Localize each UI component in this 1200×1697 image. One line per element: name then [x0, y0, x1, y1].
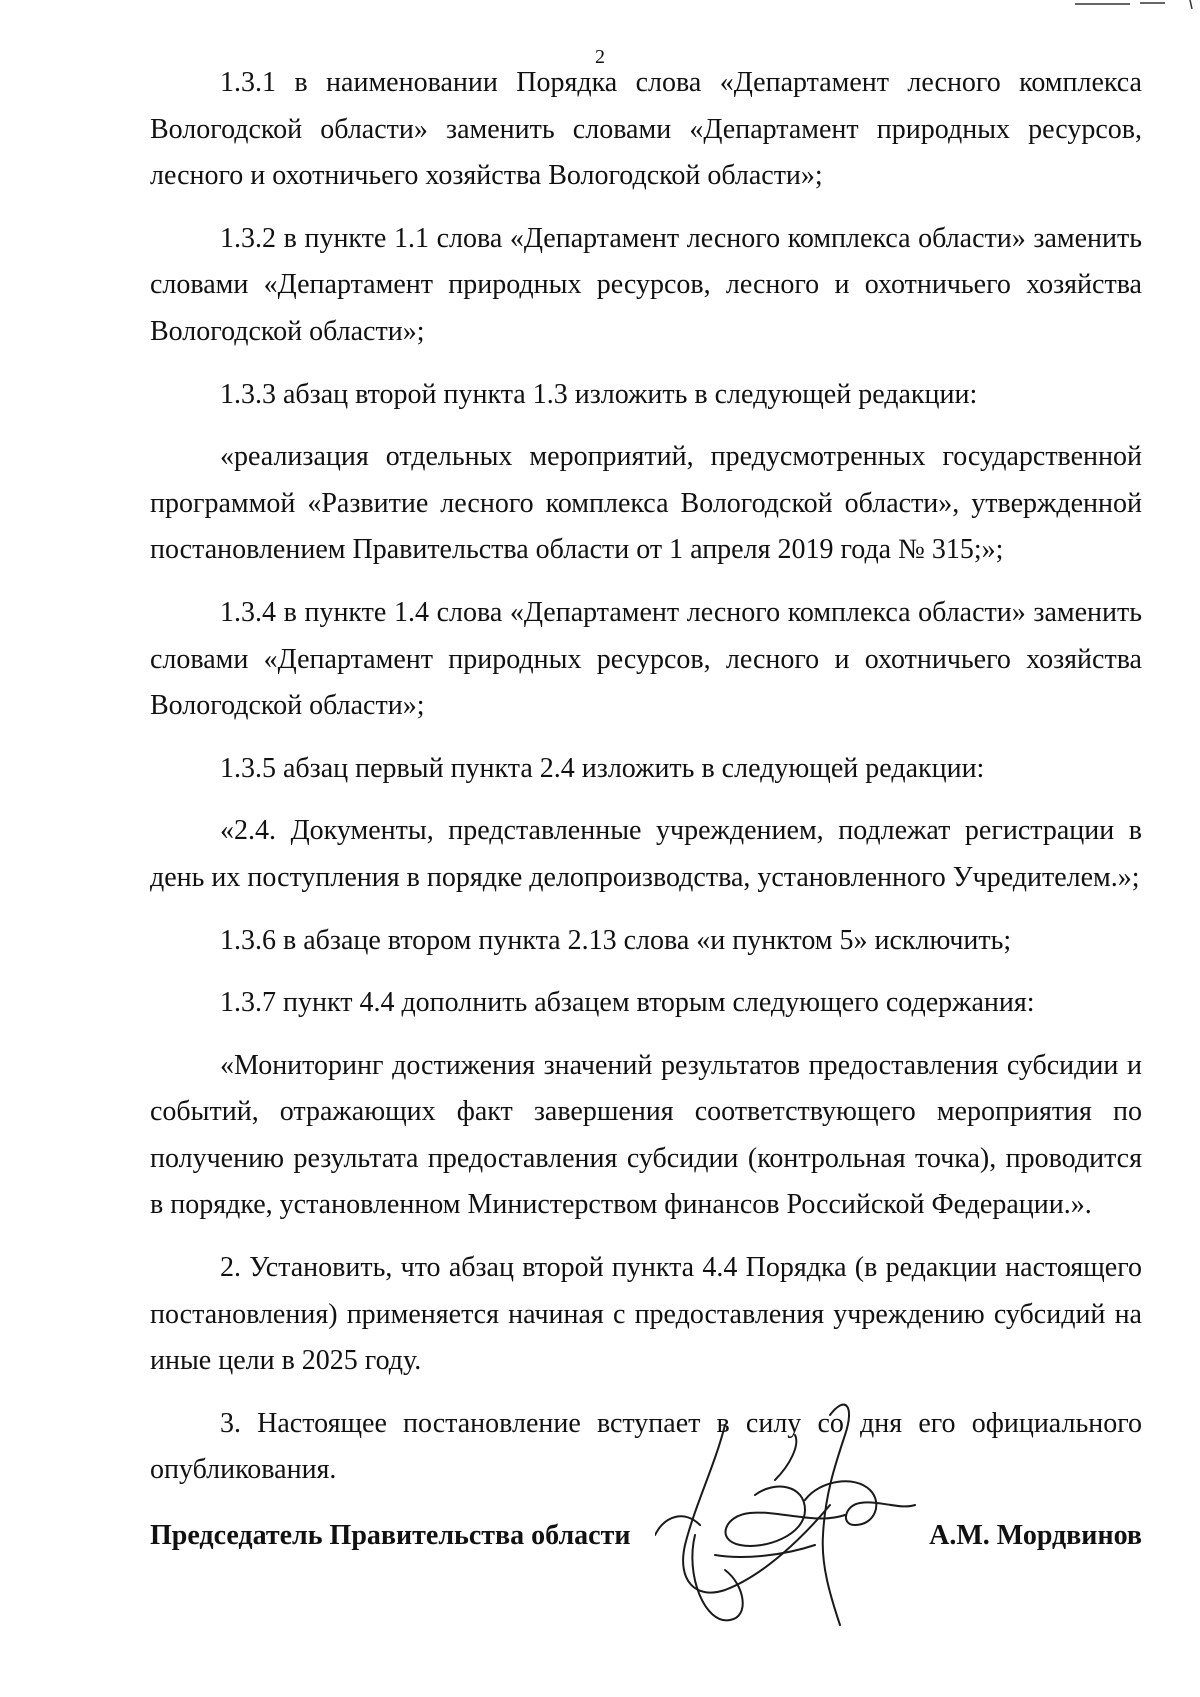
paragraph-1-3-1: 1.3.1 в наименовании Порядка слова «Департамент лесного комплекса Вологодской области» заменить словами «Департамент природных ресурсов, лесного и охотничьего хозяйства Вологодской области»; [150, 67, 1142, 192]
paragraph-1-3-6: 1.3.6 в абзаце втором пункта 2.13 слова «и пунктом 5» исключить; [220, 924, 1012, 956]
paragraph-3: 3. Настоящее постановление вступает в силу со дня его официального опубликования. [150, 1407, 1142, 1486]
signatory-position: Председатель Правительства области [150, 1520, 631, 1551]
scan-edge-mark [1070, 0, 1200, 10]
page-number: 2 [595, 46, 605, 68]
signatory-name: А.М. Мордвинов [929, 1520, 1142, 1551]
signature-block [150, 1520, 1142, 1570]
handwritten-signature [655, 1385, 925, 1635]
paragraph-1-3-7: 1.3.7 пункт 4.4 дополнить абзацем вторым следующего содержания: [220, 987, 1035, 1019]
paragraph-quote-monitoring: «Мониторинг достижения значений результатов предоставления субсидии и событий, отражающих факт завершения соответствующего мероприятия по получению результата предоставления субсидии (контрольная точка), проводится в порядке, установленном Министерством финансов Российской Федерации.». [150, 1049, 1142, 1221]
paragraph-2: 2. Установить, что абзац второй пункта 4.4 Порядка (в редакции настоящего постановления) применяется начиная с предоставления учреждению субсидий на иные цели в 2025 году. [150, 1252, 1142, 1377]
paragraph-1-3-4: 1.3.4 в пункте 1.4 слова «Департамент лесного комплекса области» заменить словами «Департамент природных ресурсов, лесного и охотничьего хозяйства Вологодской области»; [150, 596, 1142, 722]
paragraph-quote-1-3: «реализация отдельных мероприятий, предусмотренных государственной программой «Развитие лесного комплекса Вологодской области», утвержденной постановлением Правительства области от 1 апреля 2019 года № 315;»; [150, 441, 1142, 566]
paragraph-1-3-3: 1.3.3 абзац второй пункта 1.3 изложить в следующей редакции: [220, 378, 978, 410]
paragraph-quote-2-4: «2.4. Документы, представленные учреждением, подлежат регистрации в день их поступления в порядке делопроизводства, установленного Учредителем.»; [150, 815, 1142, 893]
document-body [150, 60, 1142, 1494]
paragraph-1-3-2: 1.3.2 в пункте 1.1 слова «Департамент лесного комплекса области» заменить словами «Департамент природных ресурсов, лесного и охотничьего хозяйства Вологодской области»; [150, 222, 1142, 347]
paragraph-1-3-5: 1.3.5 абзац первый пункта 2.4 изложить в следующей редакции: [220, 752, 985, 784]
